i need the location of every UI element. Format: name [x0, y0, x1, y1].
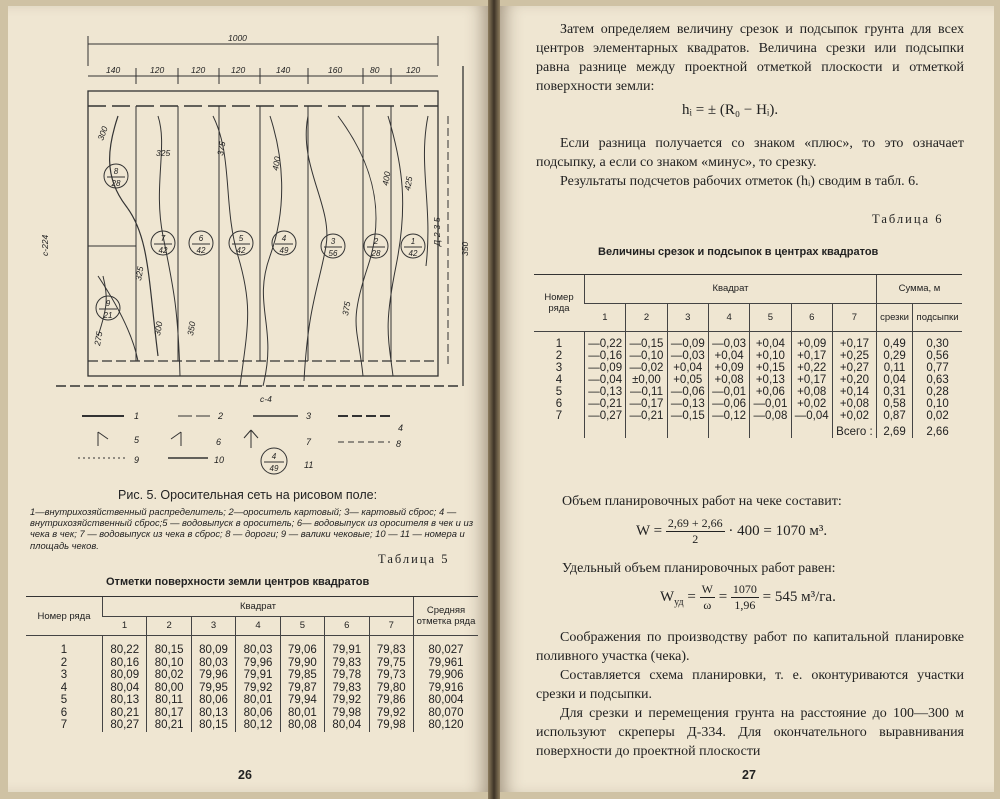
t5-cell: 80,070 — [414, 707, 479, 720]
t6-col-1: 1 — [585, 303, 626, 332]
t5-cell: 79,91 — [236, 669, 280, 682]
dim-seg-8: 120 — [406, 65, 421, 75]
table5-title: Отметки поверхности земли центров квадратов — [106, 576, 370, 588]
t6-cell: —0,10 — [626, 350, 667, 362]
t6-cell: +0,17 — [791, 374, 832, 386]
t6-cell: —0,09 — [667, 332, 708, 351]
t5-col-avg: Средняя отметка ряда — [414, 597, 479, 636]
formula-3 — [660, 582, 836, 613]
check-6-num: 6 — [198, 234, 204, 243]
legend-key-4: 4 — [398, 423, 404, 433]
contour-4: 400 — [270, 155, 283, 172]
contour-3: 375 — [215, 140, 228, 157]
formula-3-den2: 1,96 — [734, 598, 756, 612]
formula-3-lhs: W — [660, 588, 675, 605]
t6-cell: —0,13 — [667, 398, 708, 410]
paragraph-8: Для срезки и перемещения грунта на расстояние до 100—300 м используют скреперы Д-334. Для окончательного выравнивания поверхности до проектной плоскости — [536, 706, 964, 759]
t6-cell: +0,13 — [750, 374, 791, 386]
t6-cell: +0,02 — [791, 398, 832, 410]
t6-cell: 0,49 — [877, 332, 913, 351]
t6-total-cut: 2,69 — [877, 422, 913, 438]
paragraph-3: Результаты подсчетов рабочих отметок (hᵢ) сводим в табл. 6. — [560, 174, 919, 189]
t5-cell: 80,10 — [147, 657, 191, 670]
t5-cell: 80,16 — [103, 657, 147, 670]
figure-title: Рис. 5. Оросительная сеть на рисовом поле: — [118, 488, 378, 502]
contour-2: 325 — [156, 148, 171, 158]
t5-cell: 80,120 — [414, 719, 479, 732]
check-6-area: 42 — [196, 246, 206, 255]
t6-cell: +0,08 — [832, 398, 876, 410]
t6-cell: —0,02 — [626, 362, 667, 374]
t6-cell: 0,58 — [877, 398, 913, 410]
paragraph-4: Объем планировочных работ на чеке составит: — [562, 494, 842, 509]
t5-row-number: 1 — [60, 644, 68, 656]
t5-cell: 79,83 — [325, 682, 369, 695]
check-4-num: 4 — [281, 234, 287, 243]
t6-cell: 0,29 — [877, 350, 913, 362]
t6-cell: +0,17 — [832, 332, 876, 351]
t5-row — [26, 636, 478, 657]
t5-col-2: 2 — [147, 616, 191, 636]
t6-row-number: 5 — [555, 386, 563, 398]
formula-3-num1: W — [701, 582, 713, 596]
t6-row — [534, 332, 962, 351]
t6-cell: —0,03 — [708, 332, 749, 351]
t6-row — [534, 386, 962, 398]
t6-cell: +0,04 — [750, 332, 791, 351]
t5-cell: 79,95 — [191, 682, 235, 695]
check-8-num: 8 — [113, 167, 119, 176]
check-2-num: 2 — [373, 237, 379, 246]
formula-3-frac2 — [731, 582, 759, 613]
t6-cell: +0,09 — [791, 332, 832, 351]
t5-cell: 79,87 — [280, 682, 324, 695]
t6-row-number: 6 — [555, 398, 563, 410]
t6-cell: +0,06 — [750, 386, 791, 398]
t6-cell: 0,87 — [877, 410, 913, 422]
t5-cell: 80,15 — [191, 719, 235, 732]
t5-col-5: 5 — [280, 616, 324, 636]
t5-col-group: Квадрат — [103, 597, 414, 617]
t6-col-3: 3 — [667, 303, 708, 332]
t6-row — [534, 374, 962, 386]
t6-cell: +0,05 — [667, 374, 708, 386]
contour-9: 300 — [152, 320, 165, 337]
t5-cell: 79,73 — [369, 669, 413, 682]
legend-key-5: 5 — [134, 435, 140, 445]
legend-sample-num: 4 — [271, 452, 277, 461]
t5-cell: 79,78 — [325, 669, 369, 682]
t6-row-number: 2 — [555, 350, 563, 362]
t6-cell: 0,30 — [913, 332, 962, 351]
t6-row — [534, 398, 962, 410]
check-5-area: 42 — [236, 246, 246, 255]
t6-cell: 0,77 — [913, 362, 962, 374]
t6-col-6: 6 — [791, 303, 832, 332]
t5-row — [26, 707, 478, 720]
page-number-left: 26 — [238, 768, 252, 782]
book-gutter — [488, 0, 500, 799]
t6-total-fill: 2,66 — [913, 422, 962, 438]
formula-2 — [636, 516, 827, 547]
t6-cell: +0,14 — [832, 386, 876, 398]
paragraph-2: Если разница получается со знаком «плюс», то это означает подсыпку, а если со знаком «минус», то срезку. — [536, 136, 964, 170]
contour-10: 350 — [185, 320, 198, 337]
t5-cell: 79,96 — [191, 669, 235, 682]
formula-3-sub: уд — [674, 596, 684, 608]
t5-row-number: 6 — [60, 706, 68, 719]
t5-cell: 79,92 — [369, 707, 413, 720]
t6-cell: +0,08 — [791, 386, 832, 398]
irrigation-network-figure — [8, 6, 488, 476]
table-6 — [534, 274, 962, 438]
formula-3-rest: = 545 м³/га. — [762, 588, 836, 605]
paragraph-1: Затем определяем величину срезок и подсыпок грунта для всех центров элементарных квадратов. Величина срезки или подсыпки равна разнице между проектной отметкой плоскости и отметкой поверхности земли: — [536, 22, 964, 94]
t5-col-6: 6 — [325, 616, 369, 636]
t5-cell: 80,09 — [103, 669, 147, 682]
t6-blank-cell — [585, 422, 626, 438]
dim-total: 1000 — [228, 33, 247, 43]
t6-row-number: 7 — [555, 410, 563, 422]
contour-5: 400 — [380, 170, 393, 187]
t6-cell: —0,15 — [667, 410, 708, 422]
t6-cell: —0,01 — [708, 386, 749, 398]
t5-row — [26, 669, 478, 682]
legend-key-2: 2 — [218, 411, 224, 421]
t5-cell: 79,96 — [236, 657, 280, 670]
t5-cell: 80,03 — [191, 657, 235, 670]
check-3-num: 3 — [330, 237, 336, 246]
t5-cell: 80,12 — [236, 719, 280, 732]
formula-3-num2: 1070 — [732, 582, 757, 596]
t5-col-7: 7 — [369, 616, 413, 636]
t6-cell: +0,10 — [750, 350, 791, 362]
t6-cell: +0,08 — [708, 374, 749, 386]
formula-2-fraction — [666, 516, 725, 547]
check-2-area: 28 — [371, 249, 381, 258]
right-page — [500, 6, 994, 792]
t6-cell: —0,09 — [585, 362, 626, 374]
t6-cell: +0,09 — [708, 362, 749, 374]
t6-cell: +0,17 — [791, 350, 832, 362]
t5-cell: 79,06 — [280, 636, 324, 657]
t6-cell: +0,04 — [708, 350, 749, 362]
contour-12: c-4 — [260, 394, 272, 404]
t5-row-number: 7 — [60, 719, 68, 731]
t6-blank-cell — [708, 422, 749, 438]
t5-row — [26, 682, 478, 695]
t6-col-cut: срезки — [877, 303, 913, 332]
t5-cell: 79,98 — [369, 719, 413, 732]
legend-key-6: 6 — [216, 437, 222, 447]
t5-row-number: 4 — [60, 681, 68, 694]
t5-cell: 80,06 — [236, 707, 280, 720]
table-5 — [26, 596, 478, 732]
t5-cell: 79,906 — [414, 669, 479, 682]
t5-cell: 80,11 — [147, 694, 191, 707]
t6-cell: 0,04 — [877, 374, 913, 386]
dim-seg-1: 140 — [106, 65, 121, 75]
legend-key-9: 9 — [134, 455, 140, 465]
t6-cell: —0,13 — [585, 386, 626, 398]
t5-col-4: 4 — [236, 616, 280, 636]
t6-cell: —0,15 — [626, 332, 667, 351]
check-4-area: 49 — [279, 246, 289, 255]
t6-row — [534, 350, 962, 362]
dim-seg-7: 80 — [370, 65, 380, 75]
t5-cell: 79,75 — [369, 657, 413, 670]
formula-3-den1: ω — [703, 598, 712, 612]
t5-row — [26, 719, 478, 732]
t6-cell: 0,28 — [913, 386, 962, 398]
t5-cell: 79,90 — [280, 657, 324, 670]
t6-col-fill: подсыпки — [913, 303, 962, 332]
t5-cell: 79,92 — [236, 682, 280, 695]
t6-cell: +0,15 — [750, 362, 791, 374]
formula-2-rest: · 400 = 1070 м³. — [728, 522, 828, 539]
t6-cell: —0,12 — [708, 410, 749, 422]
t6-cell: —0,17 — [626, 398, 667, 410]
t6-cell: +0,02 — [832, 410, 876, 422]
t6-cell: 0,31 — [877, 386, 913, 398]
t6-total-row — [534, 422, 962, 438]
t5-cell: 80,00 — [147, 682, 191, 695]
t5-row-number: 2 — [60, 656, 68, 669]
t5-cell: 79,961 — [414, 657, 479, 670]
legend-key-8: 8 — [396, 439, 402, 449]
t6-cell: —0,04 — [585, 374, 626, 386]
t6-cell: —0,04 — [791, 410, 832, 422]
legend-sample-area: 49 — [269, 464, 279, 473]
formula-3-eq1: = — [687, 588, 696, 605]
t6-cell: 0,63 — [913, 374, 962, 386]
t5-row-number: 5 — [60, 694, 68, 706]
t6-cell: ±0,00 — [626, 374, 667, 386]
check-5-num: 5 — [238, 234, 244, 243]
t5-cell: 80,15 — [147, 636, 191, 657]
t6-cell: +0,20 — [832, 374, 876, 386]
t6-row-number: 1 — [555, 338, 563, 350]
t5-cell: 80,17 — [147, 707, 191, 720]
formula-1: hᵢ = ± (R₀ − Hᵢ). — [682, 102, 779, 118]
check-1-num: 1 — [410, 237, 416, 246]
contour-8: 275 — [92, 330, 105, 347]
contour-11: 375 — [340, 300, 353, 317]
t6-cell: —0,03 — [667, 350, 708, 362]
left-page — [8, 6, 488, 792]
t5-cell: 79,85 — [280, 669, 324, 682]
t6-blank-cell — [750, 422, 791, 438]
t6-cell: —0,21 — [585, 398, 626, 410]
t6-cell: —0,21 — [626, 410, 667, 422]
t6-cell: 0,10 — [913, 398, 962, 410]
check-9-num: 9 — [105, 299, 111, 308]
legend-key-1: 1 — [134, 411, 140, 421]
t6-cell: —0,11 — [626, 386, 667, 398]
t6-cell: —0,08 — [750, 410, 791, 422]
t5-cell: 80,01 — [236, 694, 280, 707]
t5-cell: 79,92 — [325, 694, 369, 707]
t6-col-sum: Сумма, м — [877, 275, 962, 304]
t6-cell: —0,06 — [667, 386, 708, 398]
t6-cell: +0,25 — [832, 350, 876, 362]
paragraph-5: Удельный объем планировочных работ равен: — [562, 561, 836, 576]
t6-col-row: Номер ряда — [534, 275, 585, 332]
t5-cell: 79,80 — [369, 682, 413, 695]
check-7-num: 7 — [160, 234, 166, 243]
t6-row — [534, 362, 962, 374]
t5-cell: 80,04 — [325, 719, 369, 732]
legend-key-10: 10 — [214, 455, 225, 465]
check-7-area: 42 — [158, 246, 168, 255]
t5-cell: 80,04 — [103, 682, 147, 695]
t5-cell: 80,06 — [191, 694, 235, 707]
t5-cell: 80,27 — [103, 719, 147, 732]
formula-2-num: 2,69 + 2,66 — [667, 516, 723, 530]
t5-cell: 80,08 — [280, 719, 324, 732]
t5-cell: 80,13 — [103, 694, 147, 707]
page-number-right: 27 — [742, 768, 756, 782]
formula-3-frac1 — [700, 582, 715, 613]
t5-cell: 79,91 — [325, 636, 369, 657]
legend-key-7: 7 — [306, 437, 312, 447]
t6-cell: 0,02 — [913, 410, 962, 422]
formula-2-den: 2 — [692, 532, 699, 546]
table6-label: Таблица 6 — [872, 212, 944, 226]
t6-blank-cell — [626, 422, 667, 438]
contour-1: 300 — [95, 124, 110, 142]
t6-col-5: 5 — [750, 303, 791, 332]
t6-row-number: 3 — [555, 362, 563, 374]
check-8-area: 28 — [111, 179, 121, 188]
t6-cell: —0,06 — [708, 398, 749, 410]
t6-row-number: 4 — [555, 374, 563, 386]
check-3-area: 56 — [328, 249, 338, 258]
t6-cell: —0,22 — [585, 332, 626, 351]
dim-side-left: c-224 — [40, 234, 50, 256]
check-9-area: 21 — [103, 311, 113, 320]
t5-cell: 80,027 — [414, 636, 479, 657]
t5-cell: 79,83 — [369, 636, 413, 657]
dim-side-right: Д-2-3-5 — [432, 217, 442, 246]
dim-seg-5: 140 — [276, 65, 291, 75]
t6-cell: —0,01 — [750, 398, 791, 410]
t5-cell: 79,916 — [414, 682, 479, 695]
legend-key-11: 11 — [304, 460, 314, 470]
t5-cell: 80,21 — [103, 707, 147, 720]
formula-3-eq2: = — [718, 588, 728, 605]
t6-cell: +0,27 — [832, 362, 876, 374]
t5-cell: 80,03 — [236, 636, 280, 657]
contour-6: 425 — [402, 175, 415, 192]
figure-legend: 1—внутрихозяйственный распределитель; 2—ороситель картовый; 3— картовый сброс; 4 — внутрихозяйственный сброс;5 — водовыпуск в ороситель; 6— водовыпуск из оросителя в чек и из чека в чек; 7 — водовыпуск из чека в сброс; 8 — дороги; 9 — валики чековые; 10 — 11 — номера и площадь чеков. — [30, 506, 474, 551]
t5-cell: 79,86 — [369, 694, 413, 707]
t5-cell: 80,004 — [414, 694, 479, 707]
t6-cell: —0,16 — [585, 350, 626, 362]
t6-total-label: Всего : — [832, 422, 876, 438]
paragraph-7: Составляется схема планировки, т. е. оконтуриваются участки срезки и подсыпки. — [536, 668, 964, 702]
t5-row — [26, 657, 478, 670]
dim-seg-2: 120 — [150, 65, 165, 75]
legend-key-3: 3 — [306, 411, 312, 421]
t6-col-7: 7 — [832, 303, 876, 332]
dim-seg-3: 120 — [191, 65, 206, 75]
t6-cell: 0,56 — [913, 350, 962, 362]
paragraph-6: Соображения по производству работ по капитальной планировке поливного участка (чека). — [536, 630, 964, 664]
t5-cell: 80,13 — [191, 707, 235, 720]
t6-cell: +0,22 — [791, 362, 832, 374]
t5-cell: 80,09 — [191, 636, 235, 657]
t5-col-3: 3 — [191, 616, 235, 636]
contour-7: 325 — [133, 265, 146, 282]
dim-seg-6: 160 — [328, 65, 343, 75]
t5-cell: 80,01 — [280, 707, 324, 720]
t6-col-group: Квадрат — [585, 275, 877, 304]
t6-cell: +0,04 — [667, 362, 708, 374]
t5-cell: 79,83 — [325, 657, 369, 670]
t5-cell: 79,94 — [280, 694, 324, 707]
t5-row-number: 3 — [60, 669, 68, 681]
t6-col-4: 4 — [708, 303, 749, 332]
t5-cell: 80,02 — [147, 669, 191, 682]
t5-row — [26, 694, 478, 707]
t6-cell: 0,11 — [877, 362, 913, 374]
t5-cell: 80,21 — [147, 719, 191, 732]
t6-blank-cell — [791, 422, 832, 438]
dim-seg-4: 120 — [231, 65, 246, 75]
t5-col-row: Номер ряда — [26, 597, 103, 636]
t6-blank-cell — [667, 422, 708, 438]
formula-2-lhs: W = — [636, 522, 663, 539]
table5-label: Таблица 5 — [378, 552, 450, 566]
t5-cell: 79,98 — [325, 707, 369, 720]
t6-col-2: 2 — [626, 303, 667, 332]
table6-title: Величины срезок и подсыпок в центрах квадратов — [598, 246, 879, 258]
t5-cell: 80,22 — [103, 636, 147, 657]
t6-blank-cell — [534, 422, 585, 438]
dim-height: 350 — [460, 241, 470, 256]
check-1-area: 42 — [408, 249, 418, 258]
t6-row — [534, 410, 962, 422]
t6-cell: —0,27 — [585, 410, 626, 422]
t5-col-1: 1 — [103, 616, 147, 636]
